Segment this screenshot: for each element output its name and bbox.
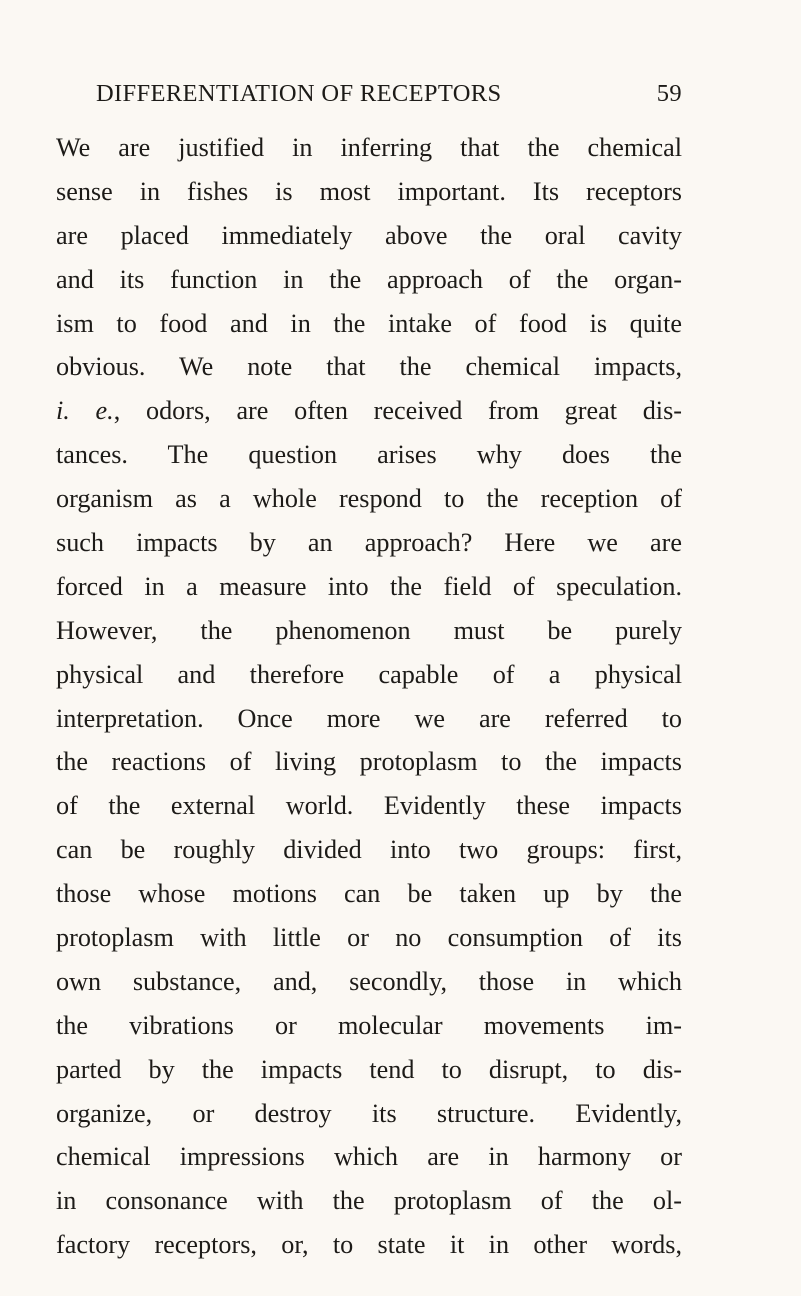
text-line: can be roughly divided into two groups: first, <box>56 835 682 865</box>
text-line: obvious. We note that the chemical impacts, <box>56 352 682 382</box>
text-line: physical and therefore capable of a physical <box>56 659 682 689</box>
text-line: i. e., odors, are often received from great dis- <box>56 396 682 426</box>
text-line: protoplasm with little or no consumption of its <box>56 923 682 953</box>
text-line: ism to food and in the intake of food is quite <box>56 308 682 338</box>
text-line: organize, or destroy its structure. Evidently, <box>56 1098 682 1128</box>
text-line: organism as a whole respond to the reception of <box>56 484 682 514</box>
text-line: the vibrations or molecular movements im- <box>56 1010 682 1040</box>
text-line: sense in fishes is most important. Its receptors <box>56 176 682 206</box>
text-line: factory receptors, or, to state it in other words, <box>56 1230 682 1260</box>
text-line: those whose motions can be taken up by the <box>56 879 682 909</box>
text-line: are placed immediately above the oral cavity <box>56 220 682 250</box>
text-line: We are justified in inferring that the chemical <box>56 133 682 162</box>
page-number: 59 <box>656 80 682 107</box>
text-line: parted by the impacts tend to disrupt, to dis- <box>56 1054 682 1084</box>
text-line: such impacts by an approach? Here we are <box>56 528 682 558</box>
text-line: of the external world. Evidently these impacts <box>56 791 682 821</box>
text-line: own substance, and, secondly, those in which <box>56 966 682 996</box>
text-line: tances. The question arises why does the <box>56 440 682 470</box>
body-text <box>56 126 682 1267</box>
running-head-title: DIFFERENTIATION OF RECEPTORS <box>96 80 502 107</box>
text-line: and its function in the approach of the organ- <box>56 264 682 294</box>
text-line: in consonance with the protoplasm of the ol- <box>56 1186 682 1216</box>
running-head <box>96 80 682 114</box>
text-line: interpretation. Once more we are referred to <box>56 703 682 733</box>
text-line: the reactions of living protoplasm to the impacts <box>56 747 682 777</box>
italic-abbreviation: i. e. <box>56 396 114 426</box>
text-line: chemical impressions which are in harmony or <box>56 1142 682 1172</box>
text-line: However, the phenomenon must be purely <box>56 615 682 645</box>
text-line: forced in a measure into the field of speculation. <box>56 571 682 601</box>
